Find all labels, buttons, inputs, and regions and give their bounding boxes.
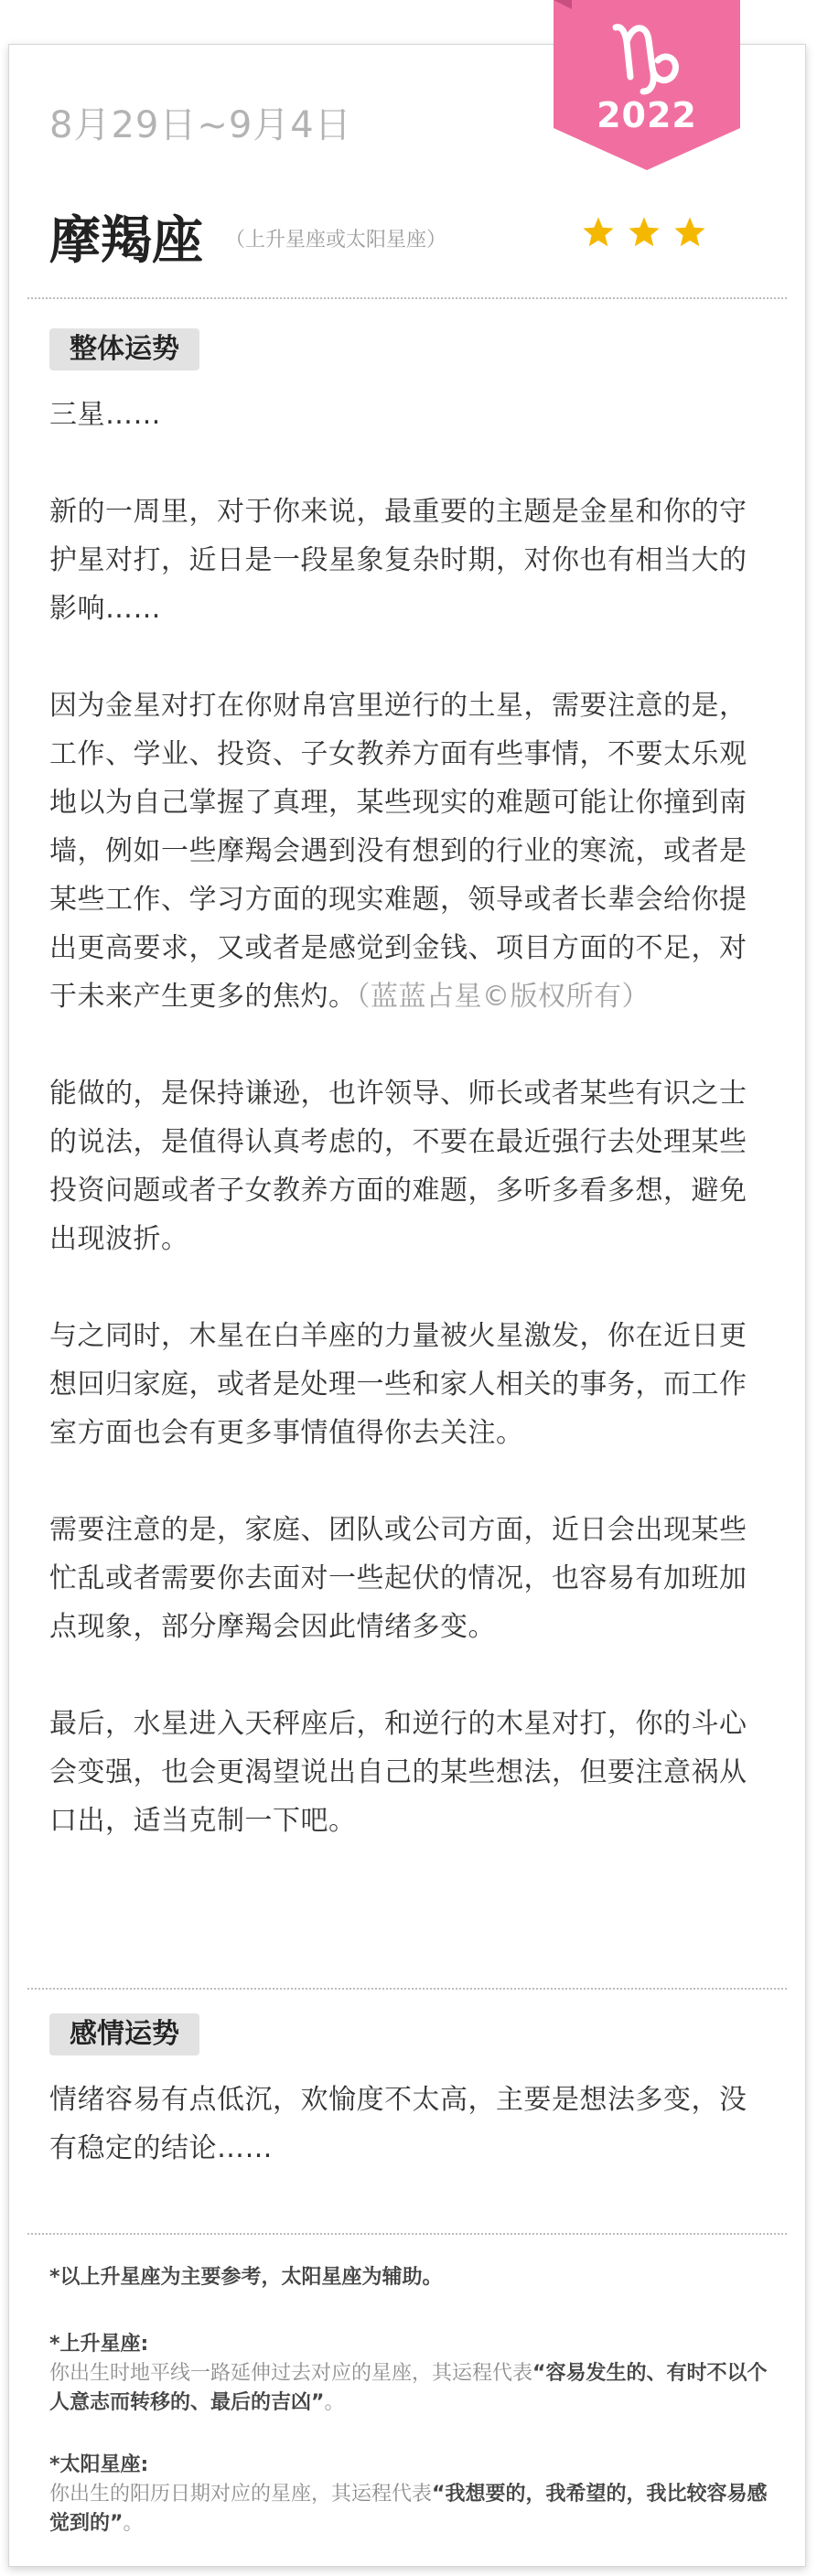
note-emphasis: “容易发生的、有时不以个人意志而转移的、最后的吉凶” xyxy=(49,2362,768,2414)
note-text: 。 xyxy=(324,2391,345,2414)
note-emphasis: “我想要的，我希望的，我比较容易感觉到的” xyxy=(49,2483,768,2535)
horoscope-card xyxy=(8,44,806,2567)
note-text: 你出生的阳历日期对应的星座，其运程代表 xyxy=(49,2483,433,2506)
divider xyxy=(27,2233,787,2235)
sign-title: 摩羯座 xyxy=(49,211,203,271)
note-text: 你出生时地平线一路延伸过去对应的星座，其运程代表 xyxy=(49,2362,533,2385)
note-sun-heading: *太阳星座: xyxy=(49,2453,149,2476)
paragraph: 新的一周里，对于你来说，最重要的主题是金星和你的守护星对打，近日是一段星象复杂时期，对你也有相当大的影响…… xyxy=(49,496,747,625)
paragraph: 情绪容易有点低沉，欢愉度不太高，主要是想法多变，没有稳定的结论…… xyxy=(49,2084,747,2164)
note-sun-body xyxy=(49,2480,772,2538)
copyright-credit: （蓝蓝占星©版权所有） xyxy=(356,981,650,1013)
rating-stars xyxy=(581,215,707,250)
divider xyxy=(27,1988,787,1990)
note-rising-heading: *上升星座: xyxy=(49,2333,149,2356)
paragraph: 最后，水星进入天秤座后，和逆行的木星对打，你的斗心会变强，也会更渴望说出自己的某些想法，但要注意祸从口出，适当克制一下吧。 xyxy=(49,1708,747,1837)
note-rising-body xyxy=(49,2359,772,2418)
paragraph: 三星…… xyxy=(49,399,161,431)
love-fortune-tag: 感情运势 xyxy=(49,2013,199,2055)
note-text: 。 xyxy=(123,2512,144,2535)
paragraph: 需要注意的是，家庭、团队或公司方面，近日会出现某些忙乱或者需要你去面对一些起伏的情况，也容易有加班加点现象，部分摩羯会因此情绪多变。 xyxy=(49,1514,747,1643)
star-icon xyxy=(672,215,707,250)
sign-subtitle: （上升星座或太阳星座） xyxy=(225,229,447,252)
star-icon xyxy=(581,215,616,250)
date-range: 8月29日~9月4日 xyxy=(49,104,352,146)
paragraph-text: 因为金星对打在你财帛宫里逆行的土星，需要注意的是，工作、学业、投资、子女教养方面有些事情，不要太乐观地以为自己掌握了真理，某些现实的难题可能让你撞到南墙，例如一些摩羯会遇到没有想到的行业的寒流，或者是某些工作、学习方面的现实难题，领导或者长辈会给你提出更高要求，又或者是感觉到金钱、项目方面的不足，对于未来产生更多的焦灼。 xyxy=(49,690,747,1013)
star-icon xyxy=(627,215,661,250)
overall-fortune-tag: 整体运势 xyxy=(49,328,199,370)
paragraph xyxy=(49,682,772,1021)
note-main: *以上升星座为主要参考，太阳星座为辅助。 xyxy=(49,2266,443,2289)
overall-fortune-text xyxy=(49,391,772,1845)
notes-section xyxy=(49,2262,772,2538)
divider xyxy=(27,297,787,299)
paragraph: 与之同时，木星在白羊座的力量被火星激发，你在近日更想回归家庭，或者是处理一些和家人相关的事务，而工作室方面也会有更多事情值得你去关注。 xyxy=(49,1320,747,1449)
paragraph: 能做的，是保持谦逊，也许领导、师长或者某些有识之士的说法，是值得认真考虑的，不要在最近强行去处理某些投资问题或者子女教养方面的难题，多听多看多想，避免出现波折。 xyxy=(49,1078,747,1255)
ribbon-icon xyxy=(554,0,740,172)
love-fortune-text xyxy=(49,2076,772,2173)
year-badge xyxy=(554,0,740,172)
badge-year: 2022 xyxy=(597,95,697,135)
